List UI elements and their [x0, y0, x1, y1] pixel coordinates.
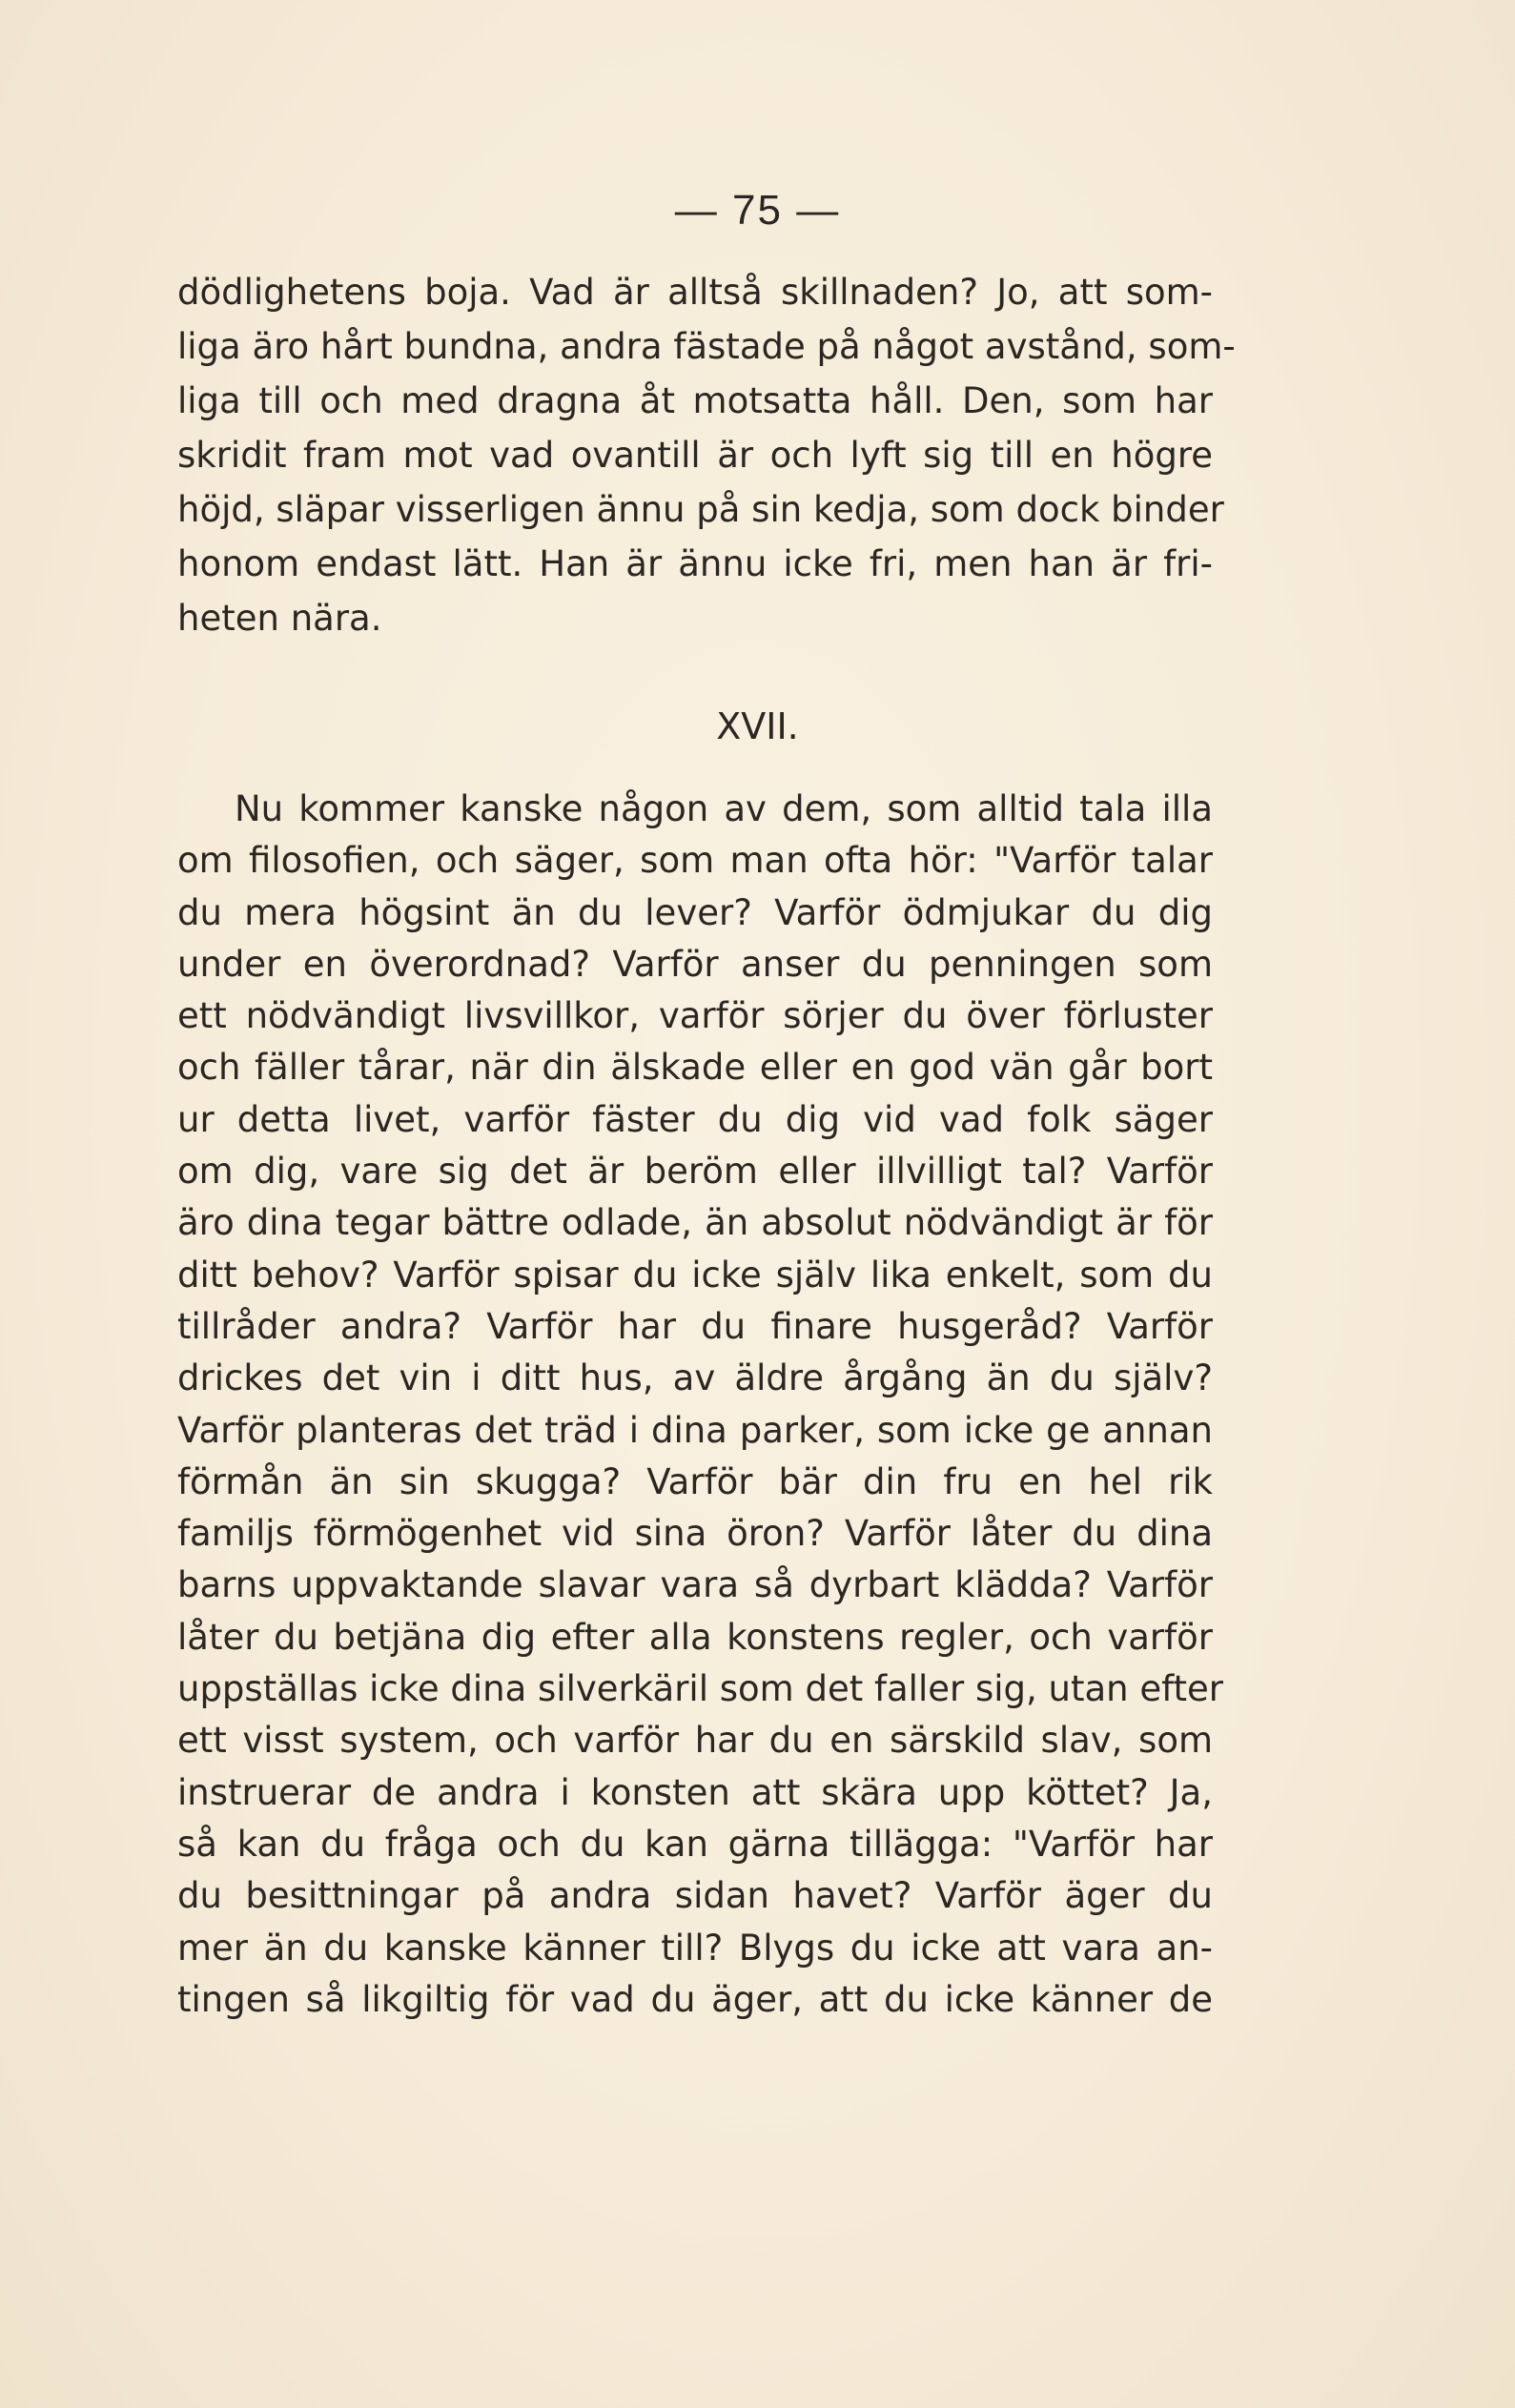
text-line: familjs förmögenhet vid sina öron? Varför låter du dina: [177, 1513, 1213, 1555]
text-line: ett nödvändigt livsvillkor, varför sörjer du över förluster: [177, 995, 1213, 1037]
text-line: tingen så likgiltig för vad du äger, att du icke känner de: [177, 1978, 1213, 2020]
text-line: drickes det vin i ditt hus, av äldre årgång än du själv?: [177, 1357, 1213, 1399]
text-line: om dig, vare sig det är beröm eller illvilligt tal? Varför: [177, 1151, 1213, 1193]
text-line: du mera högsint än du lever? Varför ödmjukar du dig: [177, 891, 1213, 933]
text-line: låter du betjäna dig efter alla konstens regler, och varför: [177, 1616, 1213, 1658]
text-line: tillråder andra? Varför har du finare husgeråd? Varför: [177, 1305, 1213, 1347]
text-line: barns uppvaktande slavar vara så dyrbart klädda? Varför: [177, 1564, 1213, 1606]
text-line: ditt behov? Varför spisar du icke själv lika enkelt, som du: [177, 1254, 1213, 1296]
paragraph-2: [177, 784, 1224, 2026]
text-line: och fäller tårar, när din älskade eller en god vän går bort: [177, 1047, 1213, 1089]
text-line: om filosofien, och säger, som man ofta hör: "Varför talar: [177, 840, 1213, 882]
text-line: äro dina tegar bättre odlade, än absolut nödvändigt är för: [177, 1202, 1213, 1244]
text-line: Nu kommer kanske någon av dem, som alltid tala illa: [235, 788, 1213, 829]
text-line: dödlighetens boja. Vad är alltså skillnaden? Jo, att som-: [177, 272, 1213, 313]
text-line: ett visst system, och varför har du en särskild slav, som: [177, 1720, 1213, 1762]
text-line: liga äro hårt bundna, andra fästade på något avstånd, som-: [177, 326, 1236, 367]
text-line: heten nära.: [177, 598, 382, 639]
text-line: du besittningar på andra sidan havet? Varför äger du: [177, 1875, 1213, 1917]
text-line: Varför planteras det träd i dina parker, som icke ge annan: [177, 1409, 1213, 1451]
text-line: höjd, släpar visserligen ännu på sin kedja, som dock binder: [177, 489, 1224, 530]
text-line: under en överordnad? Varför anser du penningen som: [177, 943, 1213, 985]
page-number: — 75 —: [674, 187, 841, 234]
text-line: ur detta livet, varför fäster du dig vid vad folk säger: [177, 1098, 1213, 1140]
text-line: instruerar de andra i konsten att skära upp köttet? Ja,: [177, 1771, 1213, 1813]
text-line: så kan du fråga och du kan gärna tillägga: "Varför har: [177, 1823, 1213, 1865]
text-line: honom endast lätt. Han är ännu icke fri, men han är fri-: [177, 543, 1213, 584]
text-line: skridit fram mot vad ovantill är och lyft sig till en högre: [177, 435, 1213, 476]
paragraph-1: [177, 265, 1236, 645]
text-line: mer än du kanske känner till? Blygs du icke att vara an-: [177, 1927, 1213, 1969]
section-heading: XVII.: [716, 705, 799, 747]
text-line: liga till och med dragna åt motsatta håll. Den, som har: [177, 380, 1213, 421]
text-line: uppställas icke dina silverkäril som det faller sig, utan efter: [177, 1668, 1224, 1710]
text-line: förmån än sin skugga? Varför bär din fru en hel rik: [177, 1460, 1213, 1502]
